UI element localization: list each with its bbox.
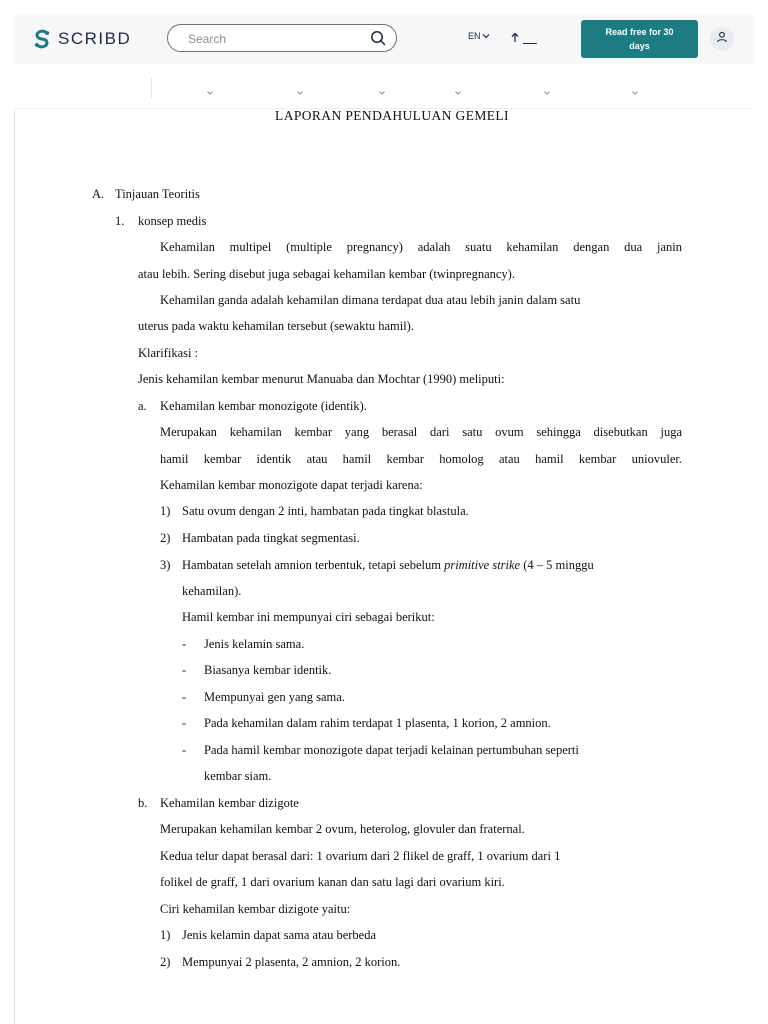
search-box[interactable]: [167, 24, 397, 52]
read-free-button[interactable]: [581, 20, 698, 58]
bullet-dash: -: [182, 663, 187, 677]
bullet-dash: -: [182, 690, 187, 704]
chevron-down-icon[interactable]: [296, 84, 304, 92]
chevron-down-icon: [482, 31, 490, 41]
category-nav: [14, 72, 754, 108]
item-a3-text-before: Hambatan setelah amnion terbentuk, tetapi sebelum: [182, 558, 445, 572]
ciri-item-5-line-2: kembar siam.: [204, 769, 272, 783]
read-free-label: Read free for 30 days: [605, 27, 674, 51]
scribd-logo[interactable]: [32, 26, 131, 52]
item-b2-text: Mempunyai 2 plasenta, 2 amnion, 2 korion.: [182, 955, 401, 969]
paragraph-2-line-1: Kehamilan ganda adalah kehamilan dimana terdapat dua atau lebih janin dalam satu: [160, 293, 581, 307]
item-a-label: a.: [138, 399, 147, 413]
item-b1-text: Jenis kelamin dapat sama atau berbeda: [182, 928, 377, 942]
top-header: [14, 14, 754, 64]
search-input[interactable]: [186, 29, 360, 49]
ciri-intro: Hamil kembar ini mempunyai ciri sebagai berikut:: [182, 610, 435, 624]
ciri-item-3: Mempunyai gen yang sama.: [204, 690, 345, 704]
bullet-dash: -: [182, 743, 187, 757]
ciri-item-1: Jenis kelamin sama.: [204, 637, 305, 651]
chevron-down-icon[interactable]: [454, 84, 462, 92]
paragraph-1-line-2: atau lebih. Sering disebut juga sebagai kehamilan kembar (twinpregnancy).: [138, 267, 515, 281]
paragraph-2-line-2: uterus pada waktu kehamilan tersebut (sewaktu hamil).: [138, 319, 414, 333]
item-a1-label: 1): [160, 504, 171, 518]
item-a2-label: 2): [160, 531, 171, 545]
ciri-item-2: Biasanya kembar identik.: [204, 663, 332, 677]
nav-divider: [151, 78, 152, 98]
search-icon[interactable]: [370, 30, 386, 51]
item-b-desc-3: folikel de graff, 1 dari ovarium kanan dan satu lagi dari ovarium kiri.: [160, 875, 505, 889]
item-b-desc-2: Kedua telur dapat berasal dari: 1 ovarium dari 2 flikel de graff, 1 ovarium dari 1: [160, 849, 561, 863]
item-b-label: b.: [138, 796, 148, 810]
item-b2-label: 2): [160, 955, 171, 969]
bullet-dash: -: [182, 716, 187, 730]
item-a2-text: Hambatan pada tingkat segmentasi.: [182, 531, 360, 545]
chevron-down-icon[interactable]: [378, 84, 386, 92]
jenis-intro: Jenis kehamilan kembar menurut Manuaba dan Mochtar (1990) meliputi:: [138, 372, 505, 386]
bullet-dash: -: [182, 637, 187, 651]
item-a3-line-2: kehamilan).: [182, 584, 242, 598]
upload-button[interactable]: [510, 30, 537, 48]
user-menu-button[interactable]: [710, 27, 734, 51]
item-a3-text-after: (4 – 5 minggu: [520, 558, 594, 572]
section-a-label: A.: [92, 187, 105, 201]
upload-underline: [523, 43, 537, 44]
chevron-down-icon[interactable]: [631, 84, 639, 92]
klarifikasi-label: Klarifikasi :: [138, 346, 199, 360]
language-label: EN: [468, 31, 481, 41]
chevron-down-icon[interactable]: [543, 84, 551, 92]
document-title: LAPORAN PENDAHULUAN GEMELI: [275, 108, 509, 123]
item-a-desc-line-1: Merupakan kehamilan kembar yang berasal dari satu ovum sehingga disebutkan juga: [160, 425, 682, 439]
chevron-down-icon[interactable]: [206, 84, 214, 92]
item-b1-label: 1): [160, 928, 171, 942]
item-a3-label: 3): [160, 558, 171, 572]
item-1-label: 1.: [115, 214, 125, 228]
item-a3-italic-term: primitive strike: [444, 558, 521, 572]
upload-icon: [510, 30, 520, 48]
item-a-desc-line-2: hamil kembar identik atau hamil kembar homolog atau hamil kembar uniovuler.: [160, 452, 682, 466]
section-a-heading: Tinjauan Teoritis: [115, 187, 200, 201]
language-selector[interactable]: [468, 31, 490, 41]
item-a3-line-1: [182, 557, 594, 573]
ciri-item-4: Pada kehamilan dalam rahim terdapat 1 plasenta, 1 korion, 2 amnion.: [204, 716, 551, 730]
item-a-heading: Kehamilan kembar monozigote (identik).: [160, 399, 367, 413]
ciri-item-5-line-1: Pada hamil kembar monozigote dapat terjadi kelainan pertumbuhan seperti: [204, 743, 579, 757]
paragraph-1-line-1: Kehamilan multipel (multiple pregnancy) adalah suatu kehamilan dengan dua janin: [160, 240, 682, 254]
item-a1-text: Satu ovum dengan 2 inti, hambatan pada tingkat blastula.: [182, 504, 469, 518]
item-b-heading: Kehamilan kembar dizigote: [160, 796, 299, 810]
item-a-desc-line-3: Kehamilan kembar monozigote dapat terjadi karena:: [160, 478, 423, 492]
user-icon: [716, 30, 728, 48]
scribd-logo-icon: [32, 28, 52, 50]
item-b-ciri-intro: Ciri kehamilan kembar dizigote yaitu:: [160, 902, 351, 916]
item-b-desc-1: Merupakan kehamilan kembar 2 ovum, heterolog, glovuler dan fraternal.: [160, 822, 525, 836]
logo-text: SCRIBD: [58, 29, 132, 48]
item-1-heading: konsep medis: [138, 214, 207, 228]
